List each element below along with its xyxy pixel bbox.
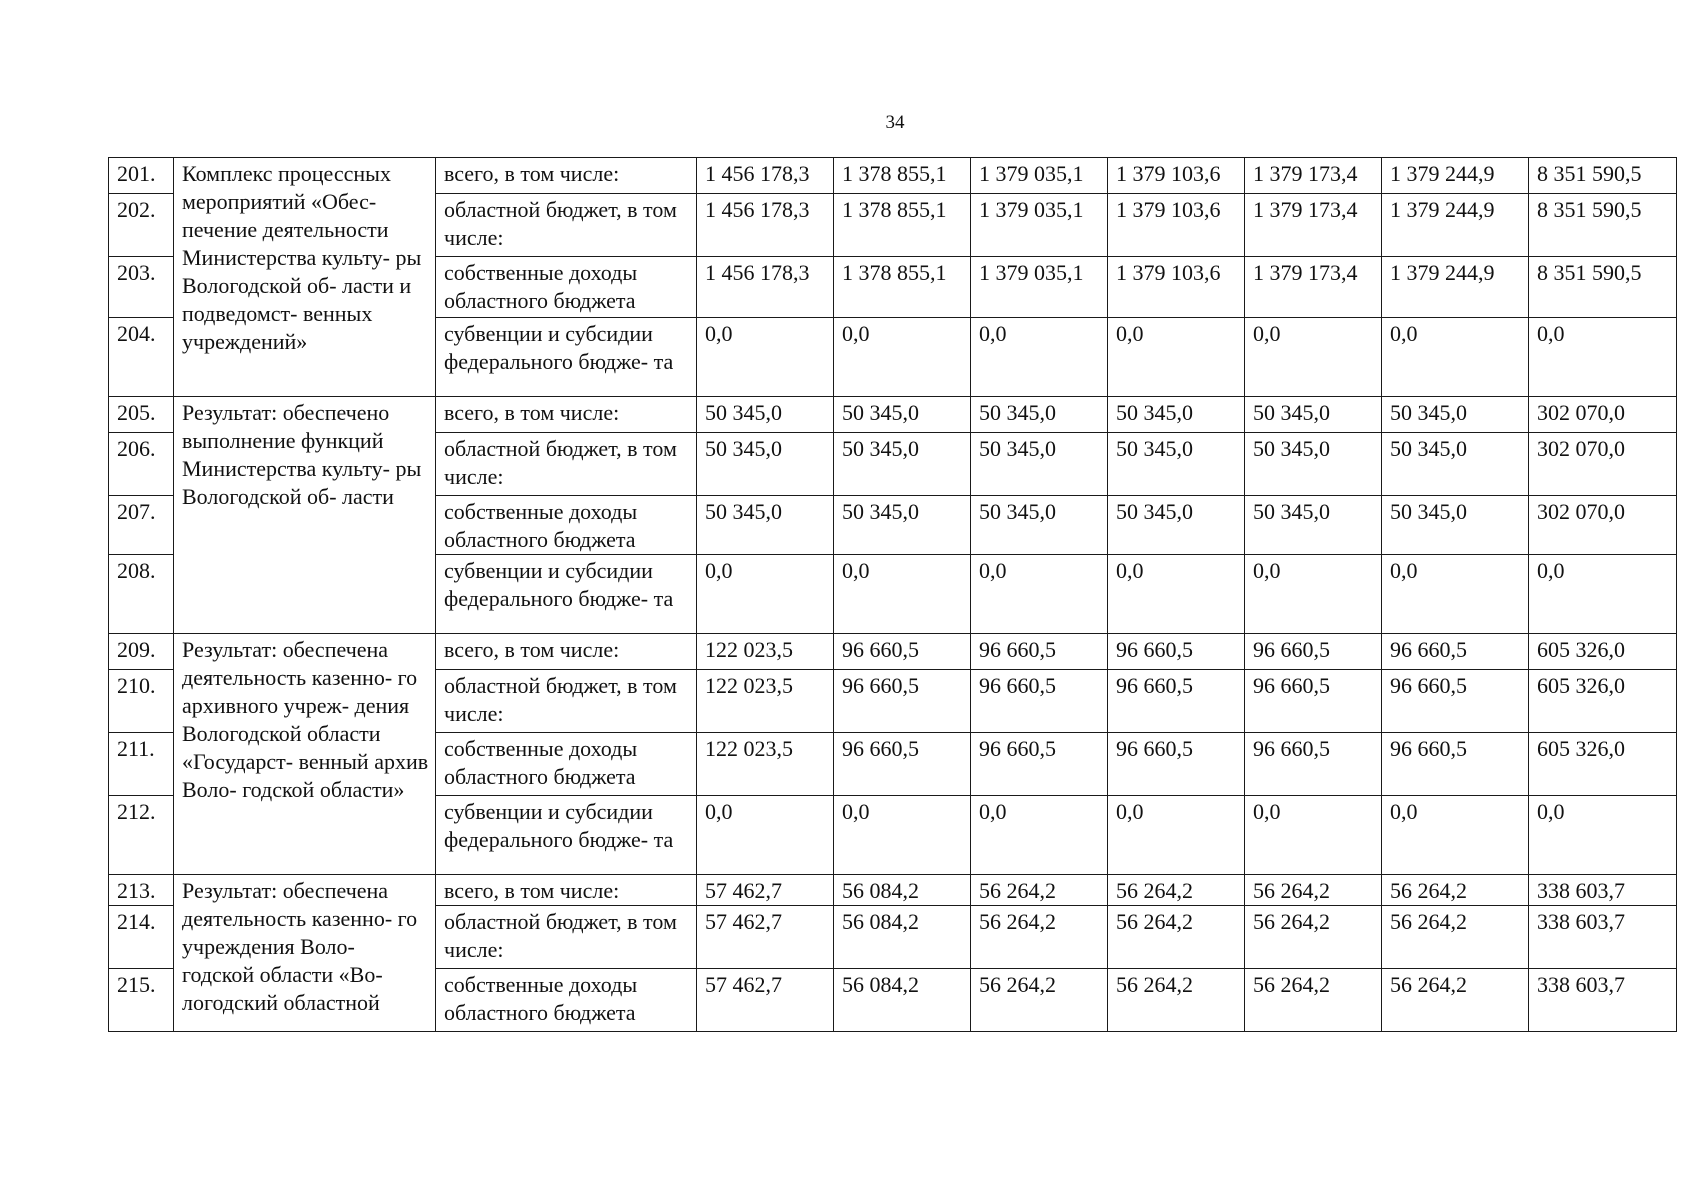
- year-value: 1 379 103,6: [1108, 257, 1245, 318]
- year-value: 50 345,0: [1108, 433, 1245, 496]
- year-value: 122 023,5: [697, 733, 834, 796]
- year-value: 0,0: [1245, 318, 1382, 397]
- row-number: 213.: [109, 875, 174, 906]
- year-value: 57 462,7: [697, 875, 834, 906]
- year-value: 0,0: [1245, 796, 1382, 875]
- year-value: 1 379 244,9: [1382, 158, 1529, 194]
- funding-source-label: субвенции и субсидии федерального бюдже- та: [436, 318, 697, 397]
- row-number: 207.: [109, 496, 174, 555]
- year-value: 1 379 103,6: [1108, 158, 1245, 194]
- year-value: 96 660,5: [1245, 634, 1382, 670]
- row-number: 209.: [109, 634, 174, 670]
- year-value: 56 084,2: [834, 906, 971, 969]
- funding-source-label: всего, в том числе:: [436, 397, 697, 433]
- year-value: 56 264,2: [1108, 875, 1245, 906]
- program-name: Результат: обеспечено выполнение функций Министерства культу- ры Вологодской об- ласти: [174, 397, 436, 634]
- year-value: 0,0: [834, 555, 971, 634]
- year-value: 1 379 173,4: [1245, 194, 1382, 257]
- year-value: 96 660,5: [834, 634, 971, 670]
- table-body: [109, 158, 1677, 1032]
- year-value: 122 023,5: [697, 634, 834, 670]
- program-name: Результат: обеспечена деятельность казенно- го архивного учреж- дения Вологодской области «Государст- венный архив Воло- годской области»: [174, 634, 436, 875]
- funding-source-label: субвенции и субсидии федерального бюдже- та: [436, 555, 697, 634]
- year-value: 96 660,5: [1108, 634, 1245, 670]
- year-value: 96 660,5: [1108, 670, 1245, 733]
- year-value: 0,0: [697, 318, 834, 397]
- year-value: 50 345,0: [1245, 496, 1382, 555]
- year-value: 56 264,2: [1245, 875, 1382, 906]
- year-value: 50 345,0: [1245, 433, 1382, 496]
- funding-source-label: субвенции и субсидии федерального бюдже- та: [436, 796, 697, 875]
- year-value: 96 660,5: [834, 670, 971, 733]
- year-value: 1 379 103,6: [1108, 194, 1245, 257]
- year-value: 0,0: [971, 318, 1108, 397]
- row-number: 215.: [109, 969, 174, 1032]
- year-value: 1 456 178,3: [697, 257, 834, 318]
- table-row: [109, 875, 1677, 906]
- year-value: 0,0: [697, 555, 834, 634]
- year-value: 0,0: [1108, 555, 1245, 634]
- year-value: 1 379 173,4: [1245, 257, 1382, 318]
- row-number: 205.: [109, 397, 174, 433]
- year-value: 96 660,5: [971, 634, 1108, 670]
- total-value: 338 603,7: [1529, 906, 1677, 969]
- table-row: [109, 158, 1677, 194]
- year-value: 96 660,5: [1382, 733, 1529, 796]
- budget-table: [108, 157, 1677, 1032]
- year-value: 96 660,5: [1382, 634, 1529, 670]
- funding-source-label: всего, в том числе:: [436, 875, 697, 906]
- year-value: 1 379 244,9: [1382, 194, 1529, 257]
- year-value: 50 345,0: [1245, 397, 1382, 433]
- year-value: 56 264,2: [971, 969, 1108, 1032]
- year-value: 96 660,5: [971, 733, 1108, 796]
- year-value: 0,0: [971, 796, 1108, 875]
- year-value: 50 345,0: [1108, 397, 1245, 433]
- year-value: 0,0: [1108, 796, 1245, 875]
- year-value: 1 378 855,1: [834, 194, 971, 257]
- year-value: 0,0: [697, 796, 834, 875]
- year-value: 50 345,0: [697, 397, 834, 433]
- year-value: 0,0: [1245, 555, 1382, 634]
- total-value: 605 326,0: [1529, 733, 1677, 796]
- year-value: 0,0: [971, 555, 1108, 634]
- year-value: 96 660,5: [1245, 733, 1382, 796]
- total-value: 0,0: [1529, 555, 1677, 634]
- total-value: 338 603,7: [1529, 875, 1677, 906]
- year-value: 57 462,7: [697, 906, 834, 969]
- program-name: Комплекс процессных мероприятий «Обес- печение деятельности Министерства культу- ры Вологодской об- ласти и подведомст- венных учреждений»: [174, 158, 436, 397]
- year-value: 1 456 178,3: [697, 158, 834, 194]
- year-value: 1 456 178,3: [697, 194, 834, 257]
- year-value: 50 345,0: [1382, 397, 1529, 433]
- funding-source-label: собственные доходы областного бюджета: [436, 496, 697, 555]
- year-value: 50 345,0: [834, 397, 971, 433]
- funding-source-label: областной бюджет, в том числе:: [436, 906, 697, 969]
- year-value: 0,0: [834, 318, 971, 397]
- year-value: 0,0: [1108, 318, 1245, 397]
- funding-source-label: областной бюджет, в том числе:: [436, 433, 697, 496]
- year-value: 122 023,5: [697, 670, 834, 733]
- year-value: 1 379 173,4: [1245, 158, 1382, 194]
- total-value: 605 326,0: [1529, 634, 1677, 670]
- year-value: 56 264,2: [971, 906, 1108, 969]
- year-value: 0,0: [834, 796, 971, 875]
- row-number: 210.: [109, 670, 174, 733]
- year-value: 56 264,2: [1382, 906, 1529, 969]
- row-number: 202.: [109, 194, 174, 257]
- total-value: 338 603,7: [1529, 969, 1677, 1032]
- year-value: 56 264,2: [971, 875, 1108, 906]
- row-number: 214.: [109, 906, 174, 969]
- funding-source-label: собственные доходы областного бюджета: [436, 257, 697, 318]
- total-value: 302 070,0: [1529, 397, 1677, 433]
- year-value: 50 345,0: [1382, 433, 1529, 496]
- year-value: 50 345,0: [971, 433, 1108, 496]
- table-row: [109, 397, 1677, 433]
- year-value: 56 084,2: [834, 875, 971, 906]
- total-value: 605 326,0: [1529, 670, 1677, 733]
- row-number: 211.: [109, 733, 174, 796]
- row-number: 201.: [109, 158, 174, 194]
- total-value: 8 351 590,5: [1529, 158, 1677, 194]
- year-value: 50 345,0: [1108, 496, 1245, 555]
- year-value: 0,0: [1382, 318, 1529, 397]
- year-value: 50 345,0: [971, 496, 1108, 555]
- year-value: 96 660,5: [1382, 670, 1529, 733]
- total-value: 0,0: [1529, 318, 1677, 397]
- year-value: 56 264,2: [1108, 969, 1245, 1032]
- year-value: 1 378 855,1: [834, 158, 971, 194]
- year-value: 96 660,5: [1108, 733, 1245, 796]
- funding-source-label: всего, в том числе:: [436, 158, 697, 194]
- year-value: 96 660,5: [971, 670, 1108, 733]
- year-value: 56 084,2: [834, 969, 971, 1032]
- funding-source-label: областной бюджет, в том числе:: [436, 670, 697, 733]
- year-value: 56 264,2: [1245, 969, 1382, 1032]
- funding-source-label: собственные доходы областного бюджета: [436, 969, 697, 1032]
- funding-source-label: собственные доходы областного бюджета: [436, 733, 697, 796]
- total-value: 8 351 590,5: [1529, 257, 1677, 318]
- year-value: 50 345,0: [834, 433, 971, 496]
- table-row: [109, 634, 1677, 670]
- year-value: 56 264,2: [1245, 906, 1382, 969]
- row-number: 212.: [109, 796, 174, 875]
- year-value: 1 379 035,1: [971, 257, 1108, 318]
- program-name: Результат: обеспечена деятельность казенно- го учреждения Воло- годской области «Во- логодский областной: [174, 875, 436, 1032]
- total-value: 302 070,0: [1529, 496, 1677, 555]
- year-value: 96 660,5: [834, 733, 971, 796]
- row-number: 208.: [109, 555, 174, 634]
- year-value: 50 345,0: [834, 496, 971, 555]
- year-value: 0,0: [1382, 796, 1529, 875]
- year-value: 50 345,0: [697, 496, 834, 555]
- total-value: 302 070,0: [1529, 433, 1677, 496]
- row-number: 204.: [109, 318, 174, 397]
- page-number: 34: [885, 112, 905, 133]
- year-value: 57 462,7: [697, 969, 834, 1032]
- year-value: 56 264,2: [1382, 969, 1529, 1032]
- year-value: 50 345,0: [971, 397, 1108, 433]
- year-value: 1 379 035,1: [971, 158, 1108, 194]
- year-value: 1 379 035,1: [971, 194, 1108, 257]
- year-value: 56 264,2: [1382, 875, 1529, 906]
- year-value: 50 345,0: [1382, 496, 1529, 555]
- total-value: 8 351 590,5: [1529, 194, 1677, 257]
- funding-source-label: областной бюджет, в том числе:: [436, 194, 697, 257]
- year-value: 1 379 244,9: [1382, 257, 1529, 318]
- total-value: 0,0: [1529, 796, 1677, 875]
- funding-source-label: всего, в том числе:: [436, 634, 697, 670]
- year-value: 0,0: [1382, 555, 1529, 634]
- year-value: 56 264,2: [1108, 906, 1245, 969]
- row-number: 206.: [109, 433, 174, 496]
- year-value: 1 378 855,1: [834, 257, 971, 318]
- row-number: 203.: [109, 257, 174, 318]
- year-value: 50 345,0: [697, 433, 834, 496]
- year-value: 96 660,5: [1245, 670, 1382, 733]
